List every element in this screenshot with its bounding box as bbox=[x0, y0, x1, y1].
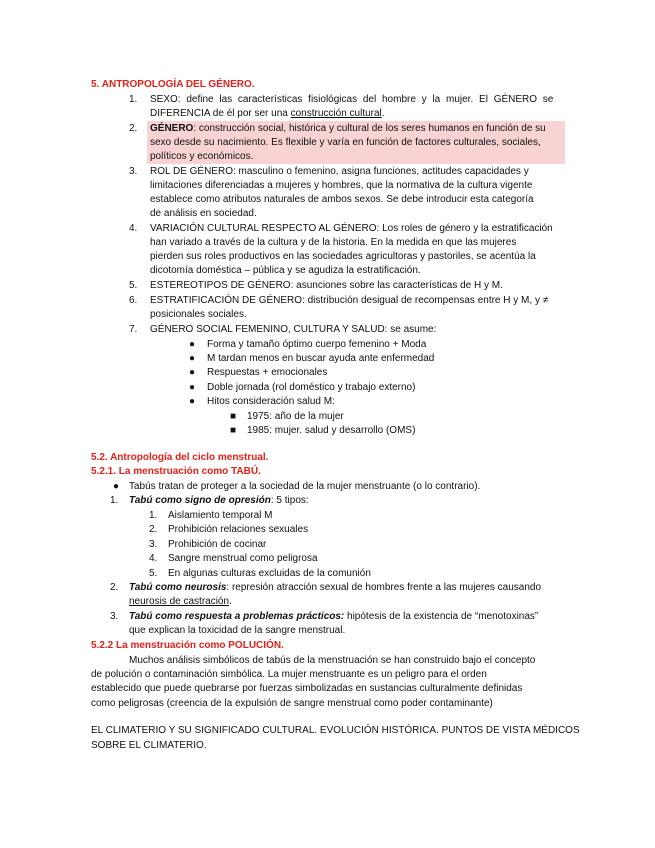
climaterio-heading-line-1: EL CLIMATERIO Y SU SIGNIFICADO CULTURAL. EVOLUCIÓN HISTÓRICA. PUNTOS DE VISTA MÉDICOS bbox=[91, 725, 580, 736]
item-7-bullet-4: Doble jornada (rol doméstico y trabajo externo) bbox=[207, 382, 416, 393]
item-3-number: 3. bbox=[129, 166, 138, 177]
bullet-icon: ● bbox=[189, 382, 196, 393]
section-heading-5-2-1: 5.2.1. La menstruación como TABÚ. bbox=[91, 466, 261, 477]
item-1-number: 1. bbox=[129, 94, 138, 105]
item-2-line-3: políticos y económicos. bbox=[150, 151, 254, 162]
s521-item-3-line-1: Tabú como respuesta a problemas prácticos: hipótesis de la existencia de “menotoxinas” bbox=[129, 611, 539, 622]
sub-number: 2. bbox=[149, 524, 158, 535]
s521-item-2-number: 2. bbox=[110, 582, 119, 593]
bullet-icon: ● bbox=[189, 353, 196, 364]
climaterio-heading-line-2: SOBRE EL CLIMATERIO. bbox=[91, 740, 207, 751]
section-heading-5: 5. ANTROPOLOGÍA DEL GÉNERO. bbox=[91, 79, 255, 90]
item-4-line-3: pierden sus roles productivos en las sociedades agricultoras y pastoriles, se acentúa la bbox=[150, 251, 536, 262]
sub-number: 5. bbox=[149, 568, 158, 579]
item-3-line-4: de análisis en sociedad. bbox=[150, 208, 257, 219]
sub-item-2: Prohibición relaciones sexuales bbox=[168, 524, 309, 535]
item-7-bullet-3: Respuestas + emocionales bbox=[207, 367, 328, 378]
bullet-icon: ● bbox=[113, 481, 120, 492]
item-3-line-1: ROL DE GÉNERO: masculino o femenino, asigna funciones, actitudes capacidades y bbox=[150, 166, 529, 177]
item-7-line-1: GÉNERO SOCIAL FEMENINO, CULTURA Y SALUD: se asume: bbox=[150, 324, 437, 335]
section-heading-5-2: 5.2. Antropología del ciclo menstrual. bbox=[91, 452, 269, 463]
sub-item-3: Prohibición de cocinar bbox=[168, 539, 267, 550]
s521-item-1-number: 1. bbox=[110, 495, 119, 506]
item-6-number: 6. bbox=[129, 295, 138, 306]
s522-para-line-1: Muchos análisis simbólicos de tabús de la menstruación se han construido bajo el concepto bbox=[129, 655, 536, 666]
s522-para-line-2: de polución o contaminación simbólica. La mujer menstruante es un peligro para el orden bbox=[91, 669, 487, 680]
square-bullet-icon: ■ bbox=[230, 425, 237, 436]
item-3-line-2: limitaciones diferenciadas a mujeres y hombres, que la normativa de la cultura vigente bbox=[150, 180, 533, 191]
item-6-line-2: posicionales sociales. bbox=[150, 309, 247, 320]
bullet-icon: ● bbox=[189, 396, 196, 407]
item-7-bullet-5: Hitos consideración salud M: bbox=[207, 396, 335, 407]
s521-item-2-line-1: Tabú como neurosis: represión atracción sexual de hombres frente a las mujeres causando bbox=[129, 582, 542, 593]
s522-para-line-3: establecido que puede quebrarse por fuerzas simbolizadas en sustancias culturalmente definidas bbox=[91, 683, 523, 694]
sub-number: 3. bbox=[149, 539, 158, 550]
item-4-number: 4. bbox=[129, 223, 138, 234]
sub-number: 1. bbox=[149, 510, 158, 521]
sub-bullet-1: 1975: año de la mujer bbox=[247, 411, 344, 422]
s521-intro: Tabús tratan de proteger a la sociedad de la mujer menstruante (o lo contrario). bbox=[129, 481, 481, 492]
item-2-number: 2. bbox=[129, 123, 138, 134]
item-4-line-2: han variado a través de la cultura y de la historia. En la medida en que las mujeres bbox=[150, 237, 517, 248]
sub-item-5: En algunas culturas excluidas de la comunión bbox=[168, 568, 371, 579]
item-5-number: 5. bbox=[129, 280, 138, 291]
item-2-line-1: GÉNERO: construcción social, histórica y cultural de los seres humanos en función de su bbox=[150, 123, 546, 134]
s521-item-1: Tabú como signo de opresión: 5 tipos: bbox=[129, 495, 309, 506]
bullet-icon: ● bbox=[189, 339, 196, 350]
item-7-number: 7. bbox=[129, 324, 138, 335]
item-4-line-4: dicotomía doméstica – pública y se agudiza la estratificación. bbox=[150, 265, 421, 276]
s521-item-3-line-2: que explican la toxicidad de la sangre menstrual. bbox=[129, 625, 346, 636]
sub-item-1: Aislamiento temporal M bbox=[168, 510, 273, 521]
sub-number: 4. bbox=[149, 553, 158, 564]
bullet-icon: ● bbox=[189, 367, 196, 378]
item-4-line-1: VARIACIÓN CULTURAL RESPECTO AL GÉNERO: Los roles de género y la estratificación bbox=[150, 223, 553, 234]
s521-item-3-number: 3. bbox=[110, 611, 119, 622]
item-2-line-2: sexo desde su nacimiento. Es flexible y varía en función de factores culturales, sociales, bbox=[150, 137, 541, 148]
item-7-bullet-2: M tardan menos en buscar ayuda ante enfermedad bbox=[207, 353, 435, 364]
item-1-line-1: SEXO: define las características fisiológicas del hombre y la mujer. El GÉNERO se bbox=[150, 94, 554, 105]
section-heading-5-2-2: 5.2.2 La menstruación como POLUCIÓN. bbox=[91, 640, 284, 651]
sub-bullet-2: 1985: mujer. salud y desarrollo (OMS) bbox=[247, 425, 416, 436]
item-7-bullet-1: Forma y tamaño óptimo cuerpo femenino + Moda bbox=[207, 339, 427, 350]
item-1-line-2: DIFERENCIA de él por ser una construcción cultural. bbox=[150, 108, 385, 119]
s522-para-line-4: como peligrosas (creencia de la expulsión de sangre menstrual como poder contaminante) bbox=[91, 698, 493, 709]
item-3-line-3: establece como atributos naturales de ambos sexos. Se debe introducir esta categoría bbox=[150, 194, 534, 205]
sub-item-4: Sangre menstrual como peligrosa bbox=[168, 553, 318, 564]
s521-item-2-line-2: neurosis de castración. bbox=[129, 596, 232, 607]
item-6-line-1: ESTRATIFICACIÓN DE GÉNERO: distribución desigual de recompensas entre H y M, y ≠ bbox=[150, 295, 549, 306]
item-5-line-1: ESTEREOTIPOS DE GÉNERO: asunciones sobre las características de H y M. bbox=[150, 280, 503, 291]
square-bullet-icon: ■ bbox=[230, 411, 237, 422]
